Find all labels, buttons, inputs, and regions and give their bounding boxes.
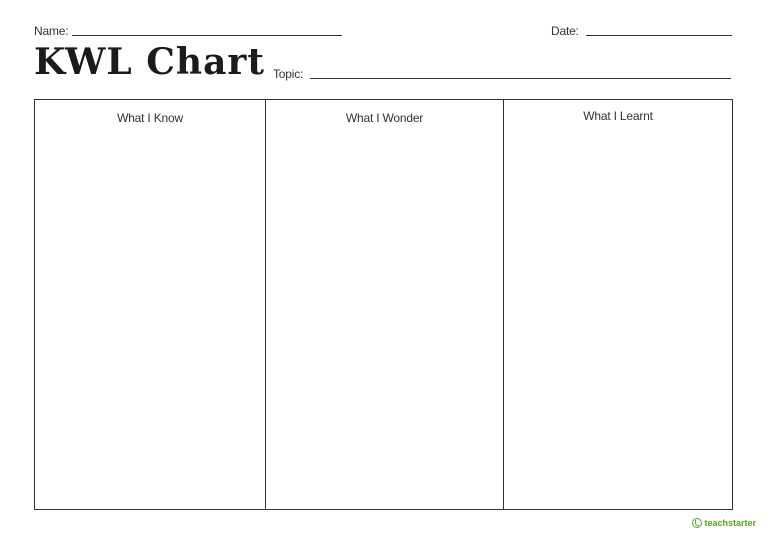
name-field[interactable] [72, 35, 342, 36]
learnt-column[interactable] [503, 100, 732, 509]
page-title: KWL Chart [34, 41, 266, 83]
date-field[interactable] [586, 35, 732, 36]
wonder-column-heading: What I Wonder [345, 111, 424, 125]
wonder-column[interactable] [265, 100, 503, 509]
brand-logo [692, 518, 756, 528]
learnt-column-heading: What I Learnt [583, 109, 653, 123]
topic-field[interactable] [310, 78, 731, 79]
know-column[interactable] [35, 100, 265, 509]
brand-name: teachstarter [704, 518, 756, 528]
date-label: Date: [551, 24, 579, 38]
name-label: Name: [34, 24, 69, 38]
kwl-chart-table [34, 99, 733, 510]
topic-label: Topic: [273, 67, 304, 81]
brand-mark-icon [692, 518, 702, 528]
know-column-heading: What I Know [117, 111, 183, 125]
